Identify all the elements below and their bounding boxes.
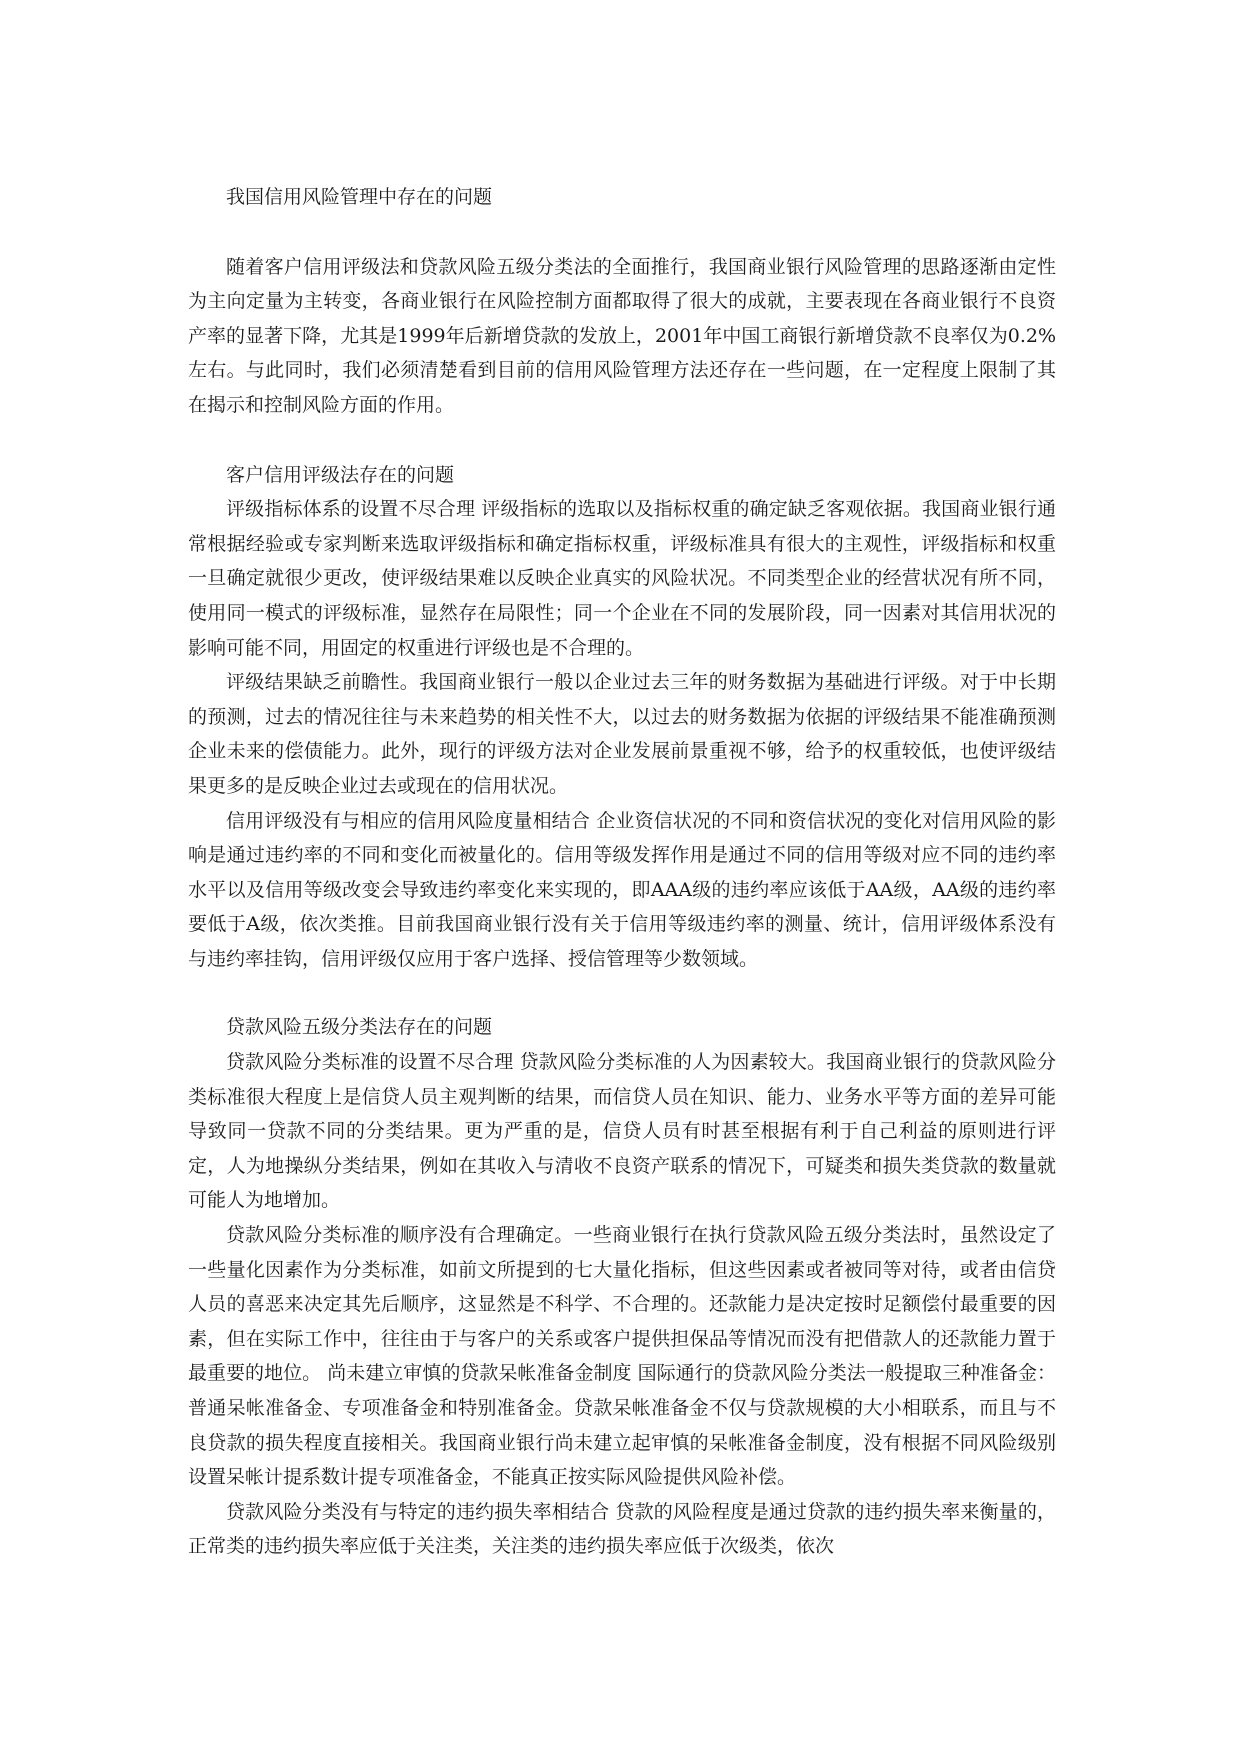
paragraph: 贷款风险分类没有与特定的违约损失率相结合 贷款的风险程度是通过贷款的违约损失率来衡量的，正常类的违约损失率应低于关注类，关注类的违约损失率应低于次级类，依次 <box>188 1500 1056 1558</box>
spacer <box>188 423 1056 458</box>
spacer <box>188 976 1056 1010</box>
section-heading-credit-rating: 客户信用评级法存在的问题 <box>226 463 455 486</box>
document-title: 我国信用风险管理中存在的问题 <box>226 186 493 208</box>
paragraph: 贷款风险分类标准的顺序没有合理确定。一些商业银行在执行贷款风险五级分类法时，虽然设定了一些量化因素作为分类标准，如前文所提到的七大量化指标，但这些因素或者被同等对待，或者由信贷人员的喜恶来决定其先后顺序，这显然是不科学、不合理的。还款能力是决定按时足额偿付最重要的因素，但在实际工作中，往往由于与客户的关系或客户提供担保品等情况而没有把借款人的还款能力置于最重要的地位。 尚未建立审慎的贷款呆帐准备金制度 国际通行的贷款风险分类法一般提取三种准备金：普通呆帐准备金、专项准备金和特别准备金。贷款呆帐准备金不仅与贷款规模的大小相联系，而且与不良贷款的损失程度直接相关。我国商业银行尚未建立起审慎的呆帐准备金制度，没有根据不同风险级别设置呆帐计提系数计提专项准备金，不能真正按实际风险提供风险补偿。 <box>188 1224 1056 1489</box>
paragraph: 评级指标体系的设置不尽合理 评级指标的选取以及指标权重的确定缺乏客观依据。我国商业银行通常根据经验或专家判断来选取评级指标和确定指标权重，评级标准具有很大的主观性，评级指标和权重一旦确定就很少更改，使评级结果难以反映企业真实的风险状况。不同类型企业的经营状况有所不同，使用同一模式的评级标准，显然存在局限性；同一个企业在不同的发展阶段，同一因素对其信用状况的影响可能不同，用固定的权重进行评级也是不合理的。 <box>188 498 1056 659</box>
spacer <box>188 215 1056 250</box>
section-heading-loan-classification: 贷款风险五级分类法存在的问题 <box>226 1016 493 1039</box>
paragraph: 信用评级没有与相应的信用风险度量相结合 企业资信状况的不同和资信状况的变化对信用风险的影响是通过违约率的不同和变化而被量化的。信用等级发挥作用是通过不同的信用等级对应不同的违约率水平以及信用等级改变会导致违约率变化来实现的，即AAA级的违约率应该低于AA级，AA级的违约率要低于A级，依次类推。目前我国商业银行没有关于信用等级违约率的测量、统计，信用评级体系没有与违约率挂钩，信用评级仅应用于客户选择、授信管理等少数领域。 <box>188 809 1056 970</box>
intro-paragraph: 随着客户信用评级法和贷款风险五级分类法的全面推行，我国商业银行风险管理的思路逐渐由定性为主向定量为主转变，各商业银行在风险控制方面都取得了很大的成就，主要表现在各商业银行不良资产率的显著下降，尤其是1999年后新增贷款的发放上，2001年中国工商银行新增贷款不良率仅为0.2%左右。与此同时，我们必须清楚看到目前的信用风险管理方法还存在一些问题，在一定程度上限制了其在揭示和控制风险方面的作用。 <box>188 255 1056 416</box>
document-page <box>188 180 1056 1564</box>
paragraph: 贷款风险分类标准的设置不尽合理 贷款风险分类标准的人为因素较大。我国商业银行的贷款风险分类标准很大程度上是信贷人员主观判断的结果，而信贷人员在知识、能力、业务水平等方面的差异可能导致同一贷款不同的分类结果。更为严重的是，信贷人员有时甚至根据有利于自己利益的原则进行评定，人为地操纵分类结果，例如在其收入与清收不良资产联系的情况下，可疑类和损失类贷款的数量就可能人为地增加。 <box>188 1051 1056 1212</box>
paragraph: 评级结果缺乏前瞻性。我国商业银行一般以企业过去三年的财务数据为基础进行评级。对于中长期的预测，过去的情况往往与未来趋势的相关性不大，以过去的财务数据为依据的评级结果不能准确预测企业未来的偿债能力。此外，现行的评级方法对企业发展前景重视不够，给予的权重较低，也使评级结果更多的是反映企业过去或现在的信用状况。 <box>188 671 1056 797</box>
